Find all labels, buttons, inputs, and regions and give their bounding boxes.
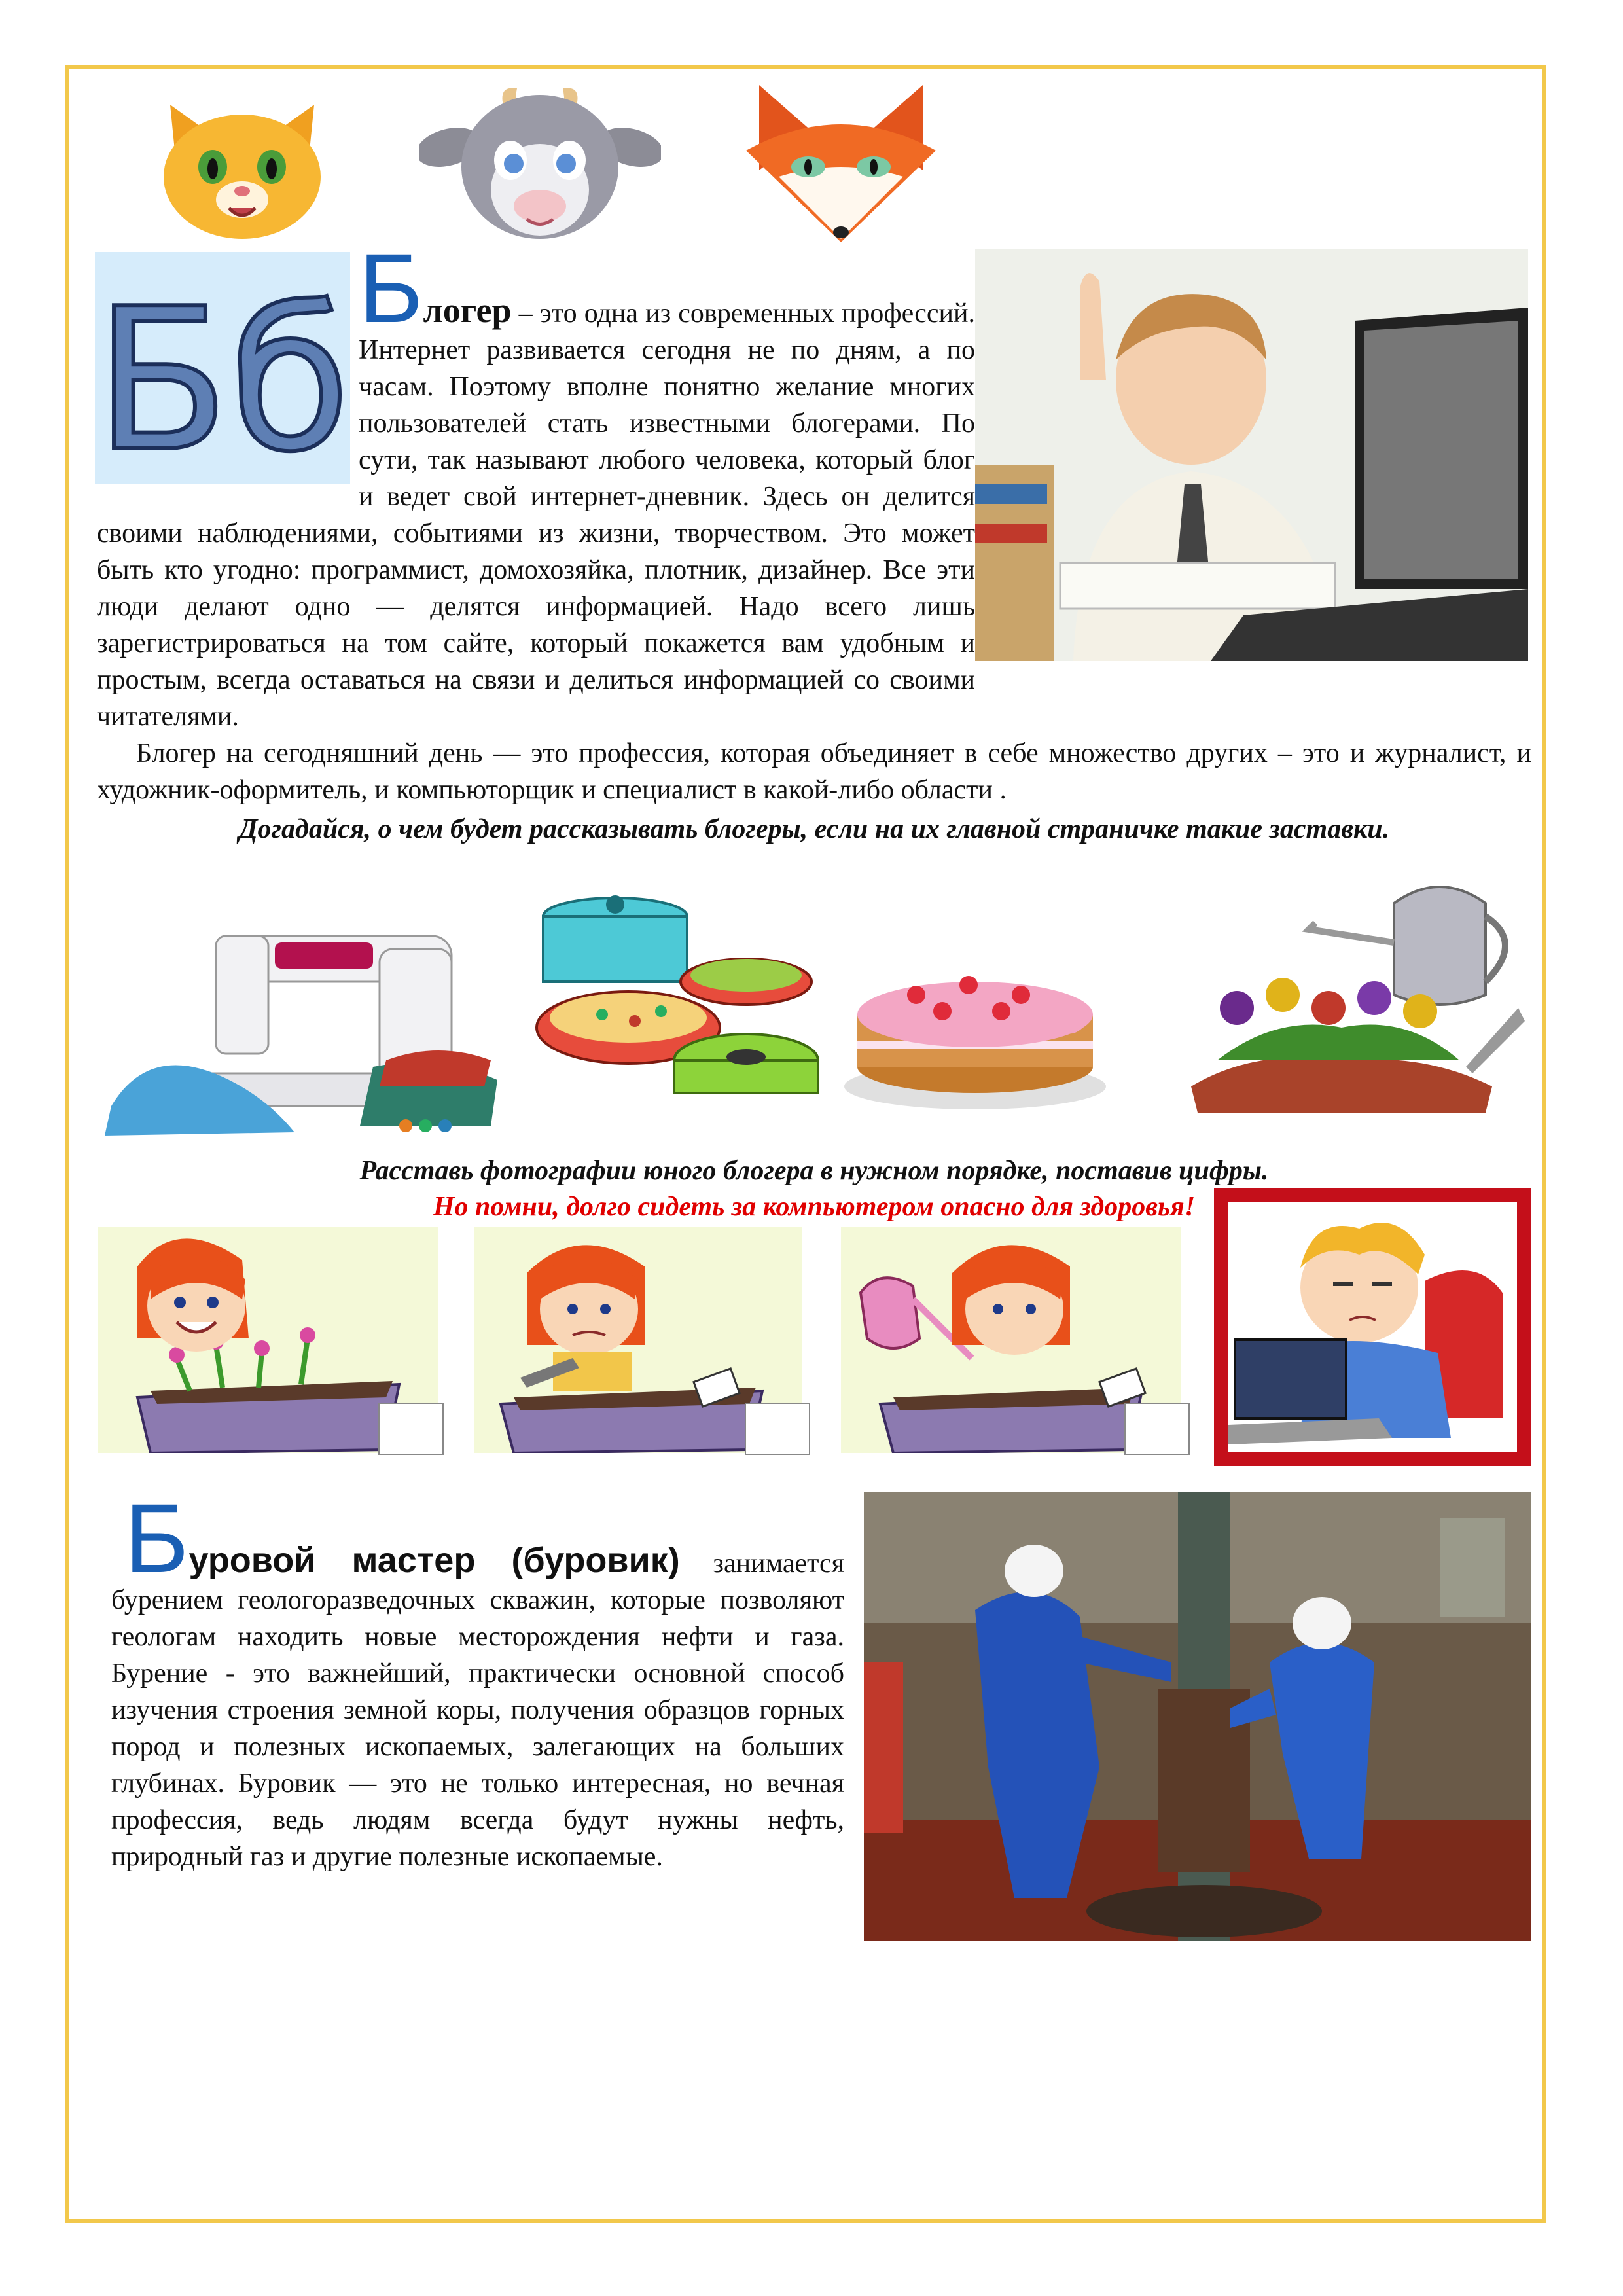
health-warning: Но помни, долго сидеть за компьютером опасно для здоровья! (433, 1192, 1196, 1222)
cake-icon (838, 942, 1113, 1113)
driller-article (111, 1483, 844, 1875)
goat-mask-icon (419, 82, 661, 245)
driller-paragraph (111, 1483, 844, 1875)
driller-text: занимается бурением геологоразведочных скважин, которые позволяют геологам находить новые месторождения нефти и газа. Бурение - это важнейший, практически основной способ изучения строения земной коры, получения образцов горных пород и полезных ископаемых, залегающих на больших глубинах. Буровик — это не только интересная, но вечная профессия, ведь людям всегда будут нужны нефть, природный газ и другие полезные ископаемые. (111, 1549, 844, 1872)
blogger-article (97, 233, 1531, 845)
sewing-machine-icon (98, 910, 504, 1139)
blogger-paragraph-2: Блогер на сегодняшний день — это профессия, которая объединяет в себе множество других – это и журналист, и художник-оформитель, и компьюторщик и специалист в какой-либо области . (97, 738, 1531, 805)
driller-lead-word: уровой мастер (буровик) (188, 1541, 680, 1580)
driller-big-letter: Б (124, 1483, 189, 1593)
blogger-lead-word: логер (423, 291, 512, 330)
float-spacer-photo (975, 249, 1531, 668)
tired-boy-at-computer-image (1214, 1188, 1531, 1466)
fox-mask-icon (733, 79, 949, 249)
garden-flowers-icon (1178, 864, 1531, 1119)
answer-box-3[interactable] (1124, 1403, 1190, 1455)
answer-box-1[interactable] (378, 1403, 444, 1455)
cooking-pots-icon (524, 890, 825, 1113)
blogger-big-letter: Б (359, 233, 423, 343)
blogger-task: Догадайся, о чем будет рассказывать блогеры, если на их главной страничке такие заставки. (238, 814, 1390, 844)
answer-box-2[interactable] (745, 1403, 810, 1455)
blogger-text-1: – это одна из современных профессий. Интернет развивается сегодня не по дням, а по часам. Поэтому вполне понятно желание многих пользователей стать известными блогерами. По сути, так называют любого человека, который блог и ведет свой интернет-дневник. Здесь он делится своими наблюдениями, событиями из жизни, творчеством. Это может быть кто угодно: программист, домохозяйка, плотник, дизайнер. Все эти люди делают одно — делятся информацией. Надо всего лишь зарегистрироваться на том сайте, который покажется вам удобным и простым, всегда оставаться на связи и делиться информацией со своими читателями. (97, 298, 975, 732)
float-spacer-tile (97, 249, 359, 484)
letter-tile-text: Бб (95, 266, 350, 484)
sequence-task: Расставь фотографии юного блогера в нужном порядке, поставив цифры. (359, 1156, 1269, 1186)
kitten-mask-icon (151, 92, 334, 242)
drilling-workers-photo (864, 1492, 1531, 1941)
